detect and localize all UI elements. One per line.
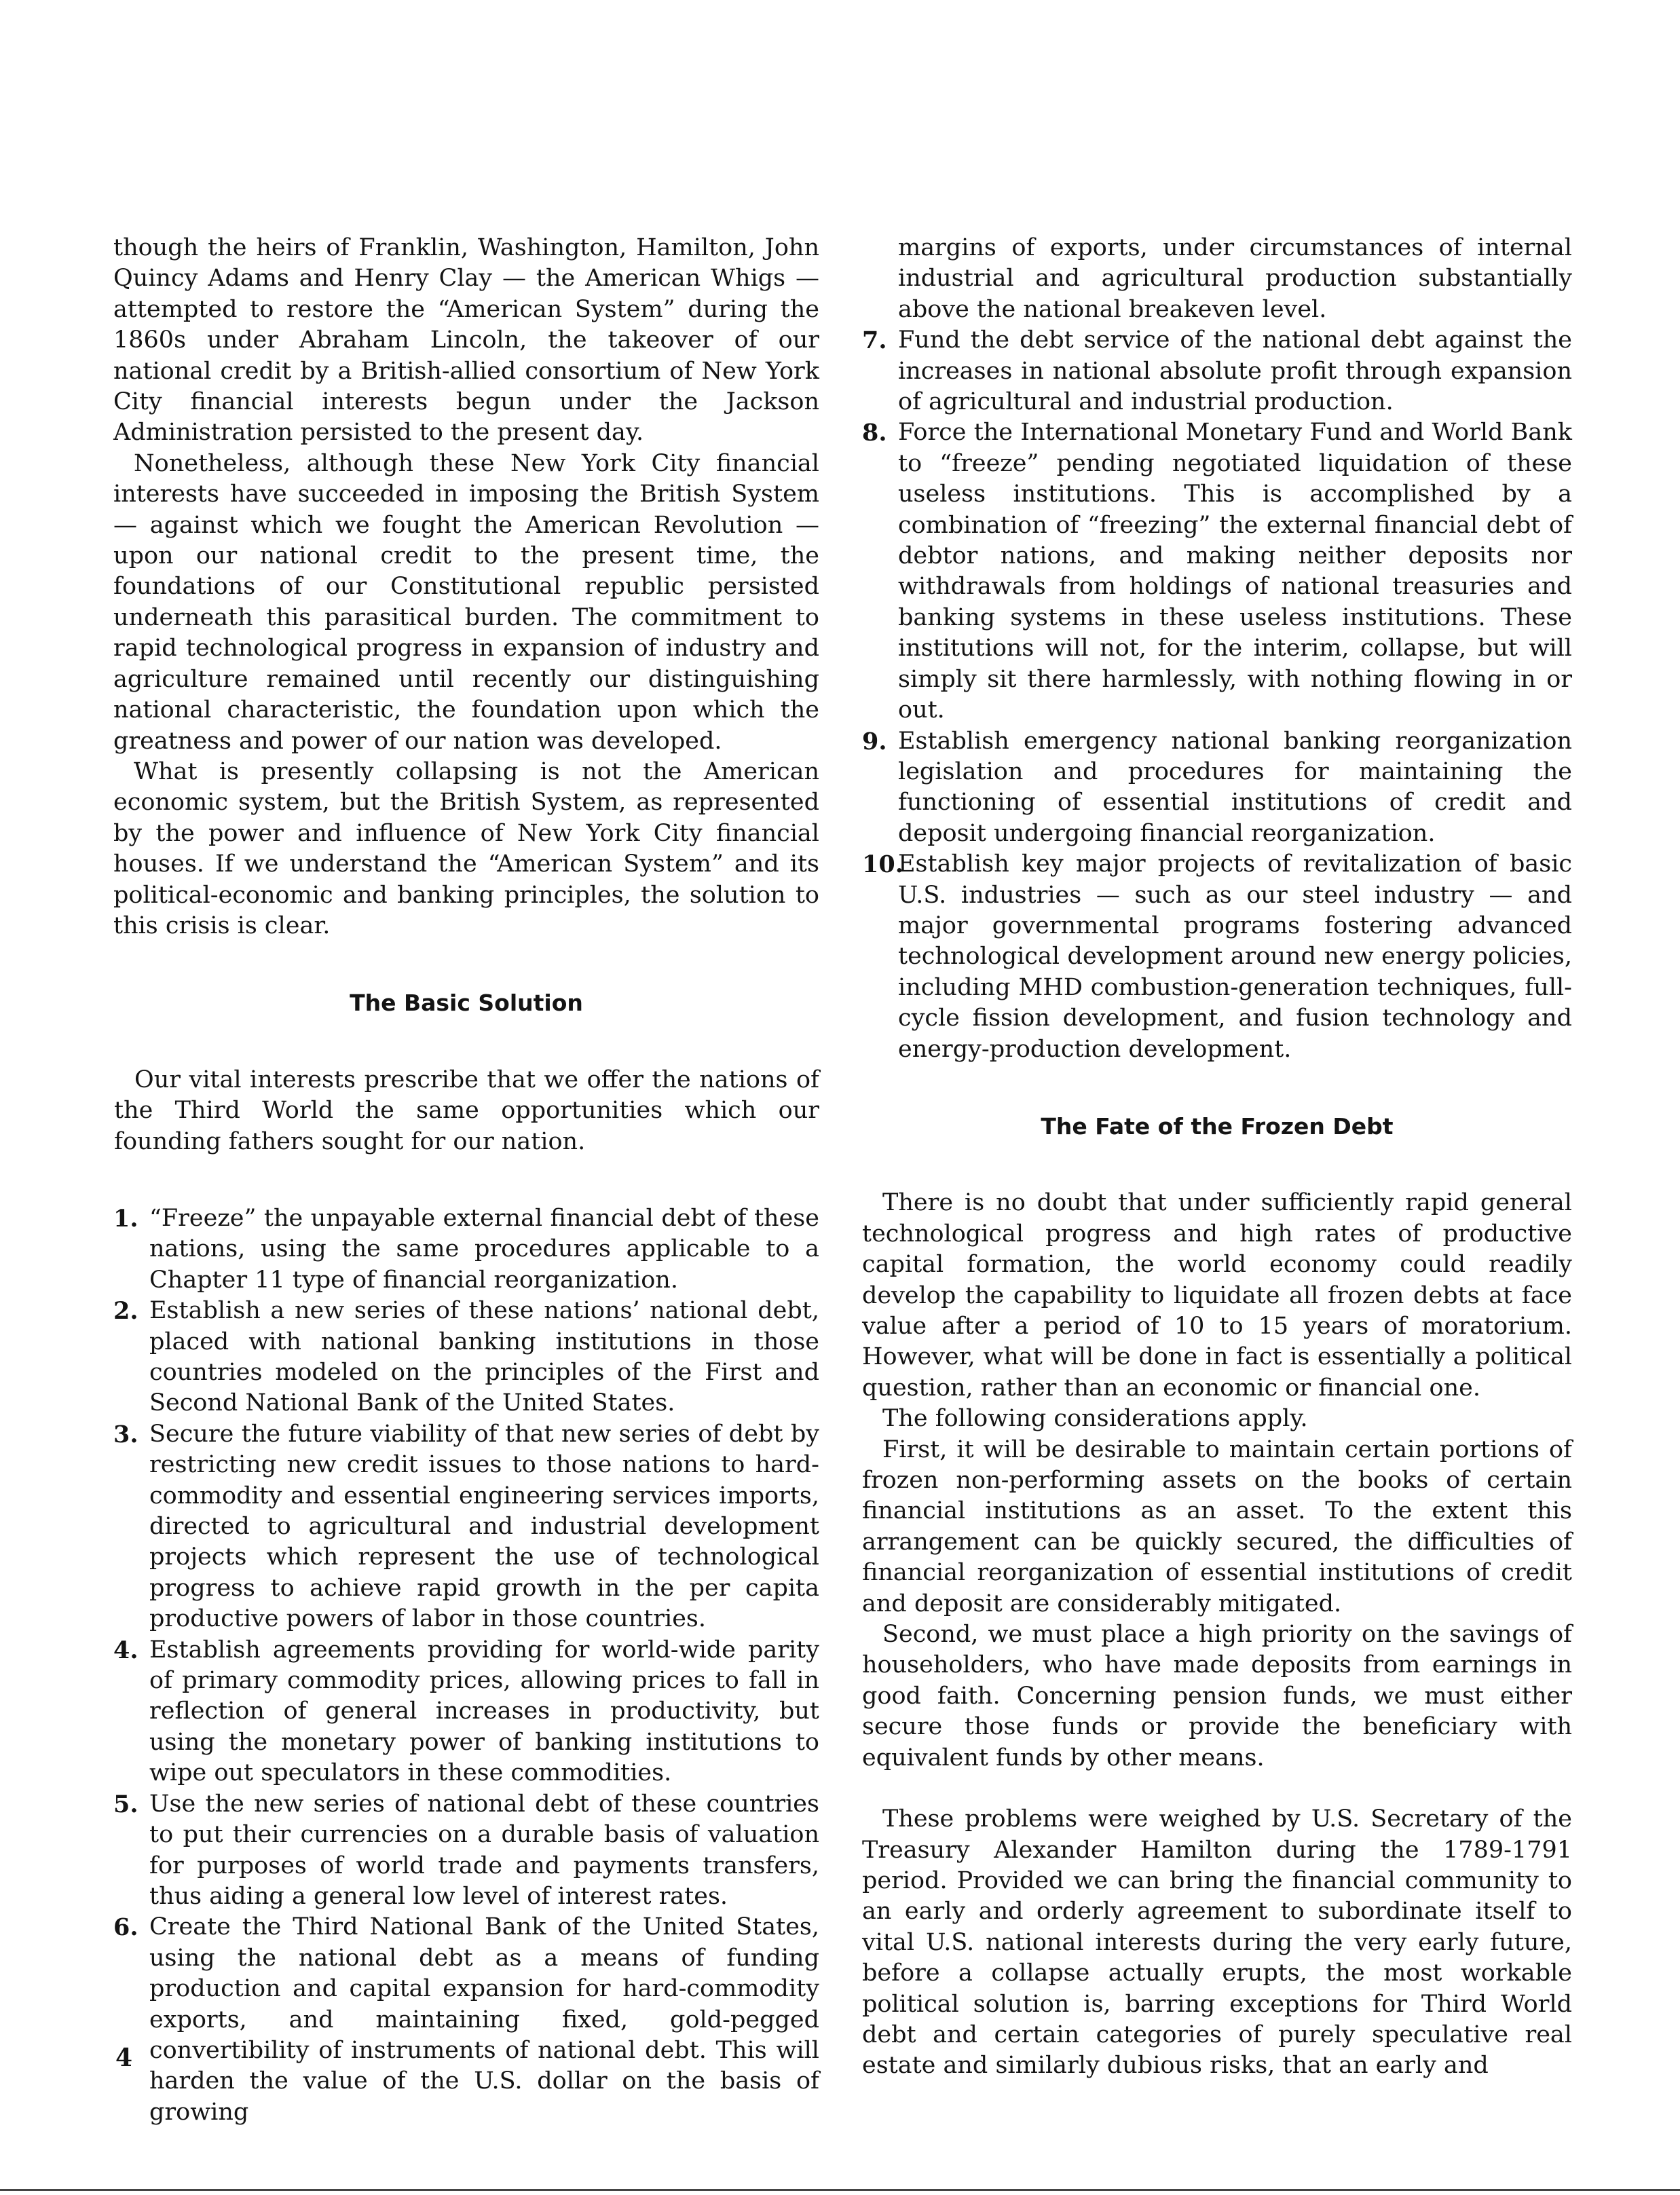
list-item [113,1419,819,1635]
list-text: Establish emergency national banking reorganization legislation and procedures for maintaining the functioning of essential institutions of credit and deposit undergoing financial reorganization. [898,727,1572,847]
list-number: 1. [113,1204,138,1233]
body-paragraph: First, it will be desirable to maintain certain portions of frozen non-performing assets on the books of certain financial institutions as an asset. To the extent this arrangement can be quickly secured, the difficulties of financial reorganization of essential institutions of credit and deposit are considerably mitigated. [862,1436,1572,1617]
list-number: 6. [113,1913,138,1942]
list-number: 3. [113,1420,138,1448]
list-text: Create the Third National Bank of the United States, using the national debt as a means of funding production and capital expansion for hard-commodity exports, and maintaining fixed, gold-pegged convertibility of instruments of national debt. This will harden the value of the U.S. dollar on the basis of growing [149,1913,819,2126]
list-item [113,1912,819,2128]
list-text: Secure the future viability of that new series of debt by restricting new credit issues to those nations to hard-commodity and essential engineering services imports, directed to agricultural and industrial development projects which represent the use of technological progress to achieve rapid growth in the per capita productive powers of labor in those countries. [149,1420,819,1633]
list-text: Establish agreements providing for world-wide parity of primary commodity prices, allowing prices to fall in reflection of general increases in productivity, but using the monetary power of banking institutions to wipe out speculators in these commodities. [149,1636,819,1787]
solution-list [113,1203,819,2128]
list-text: Establish a new series of these nations’ national debt, placed with national banking institutions in those countries modeled on the principles of the First and Second National Bank of the United States. [149,1297,819,1417]
bottom-rule [0,2189,1680,2191]
continued-text: margins of exports, under circumstances of internal industrial and agricultural production substantially above the national breakeven level. [898,234,1572,323]
body-paragraph: The following considerations apply. [882,1405,1308,1433]
body-paragraph: though the heirs of Franklin, Washington, Hamilton, John Quincy Adams and Henry Clay — the American Whigs — attempted to restore the “American System” during the 1860s under Abraham Lincoln, the takeover of our national credit by a British-allied consortium of New York City financial interests begun under the Jackson Administration persisted to the present day. [113,234,819,447]
right-column [862,233,1572,2082]
body-paragraph: Second, we must place a high priority on the savings of householders, who have made deposits from earnings in good faith. Concerning pension funds, we must either secure those funds or provide the beneficiary with equivalent funds by other means. [862,1621,1572,1771]
body-paragraph: There is no doubt that under sufficiently rapid general technological progress and high rates of productive capital formation, the world economy could readily develop the capability to liquidate all frozen debts at face value after a period of 10 to 15 years of moratorium. However, what will be done in fact is essentially a political question, rather than an economic or financial one. [862,1189,1572,1402]
list-item [113,1635,819,1789]
list-number: 8. [862,419,887,447]
page-number: 4 [115,2044,133,2072]
closing-paragraph: These problems were weighed by U.S. Secretary of the Treasury Alexander Hamilton during the 1789-1791 period. Provided we can bring the financial community to an early and orderly agreement to subordinate itself to vital U.S. national interests during the very early future, before a collapse actually erupts, the most workable political solution is, barring exceptions for Third World debt and certain categories of purely speculative real estate and similarly dubious risks, that an early and [862,1805,1572,2080]
list-number: 9. [862,727,887,755]
list-number: 2. [113,1297,138,1326]
section-heading-frozen-debt: The Fate of the Frozen Debt [1041,1112,1394,1140]
list-text: Establish key major projects of revitalization of basic U.S. industries — such as our steel industry — and major governmental programs fostering advanced technological development around new energy policies, including MHD combustion-generation techniques, full-cycle fission development, and fusion technology and energy-production development. [898,850,1572,1063]
list-item [113,1296,819,1419]
list-number: 5. [113,1790,138,1818]
list-item [862,849,1572,1065]
list-item [862,726,1572,850]
list-item [113,1203,819,1296]
list-item [862,417,1572,726]
list-item [862,325,1572,417]
body-paragraph: Nonetheless, although these New York City financial interests have succeeded in imposing the British System — against which we fought the American Revolution — upon our national credit to the present time, the foundations of our Constitutional republic persisted underneath this parasitical burden. The commitment to rapid technological progress in expansion of industry and agriculture remained until recently our distinguishing national characteristic, the foundation upon which the greatness and power of our nation was developed. [113,449,819,755]
list-number: 7. [862,326,887,355]
list-text: Use the new series of national debt of these countries to put their currencies on a durable basis of valuation for purposes of world trade and payments transfers, thus aiding a general low level of interest rates. [149,1790,819,1910]
list-text: Force the International Monetary Fund and World Bank to “freeze” pending negotiated liquidation of these useless institutions. This is accomplished by a combination of “freezing” the external financial debt of debtor nations, and making neither deposits nor withdrawals from holdings of national treasuries and banking systems in these useless institutions. These institutions will not, for the interim, collapse, but will simply sit there harmlessly, with nothing flowing in or out. [898,419,1572,724]
list-number: 10. [862,850,903,879]
intro-paragraph: Our vital interests prescribe that we offer the nations of the Third World the same opportunities which our founding fathers sought for our nation. [114,1066,819,1155]
list-text: Fund the debt service of the national debt against the increases in national absolute profit through expansion of agricultural and industrial production. [898,326,1572,416]
left-column [113,233,819,2128]
list-number: 4. [113,1636,138,1664]
body-paragraph: What is presently collapsing is not the American economic system, but the British System, as represented by the power and influence of New York City financial houses. If we understand the “American System” and its political-economic and banking principles, the solution to this crisis is clear. [113,757,819,939]
solution-list-continued [862,325,1572,1065]
list-item [113,1789,819,1913]
list-text: “Freeze” the unpayable external financial debt of these nations, using the same procedures applicable to a Chapter 11 type of financial reorganization. [149,1204,819,1294]
section-heading-basic-solution: The Basic Solution [350,990,583,1017]
